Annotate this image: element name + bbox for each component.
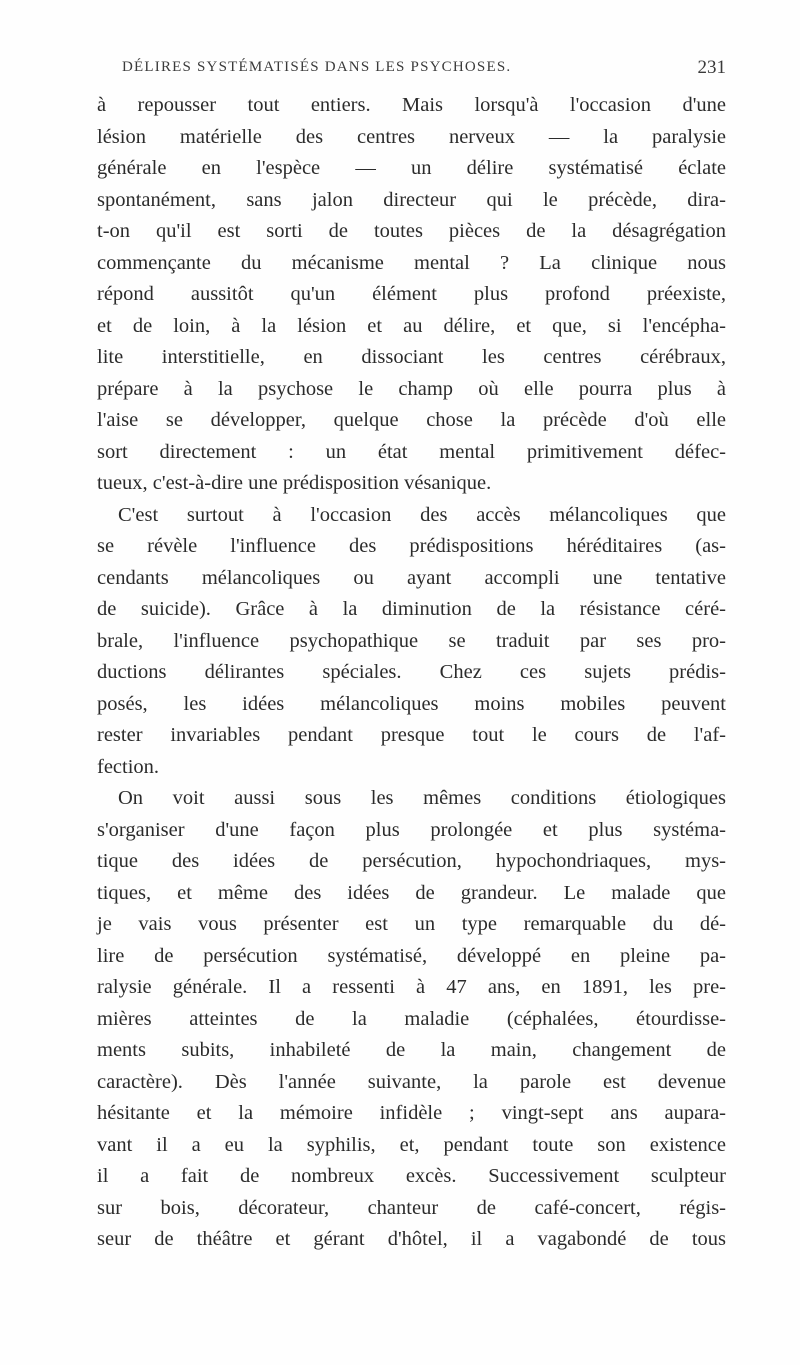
- text-line: t-on qu'il est sorti de toutes pièces de la désagrégation: [97, 220, 726, 242]
- text-line: lésion matérielle des centres nerveux — la paralysie: [97, 125, 726, 148]
- text-line: ralysie générale. Il a ressenti à 47 ans, en 1891, les pre-: [97, 976, 726, 998]
- text-line: commençante du mécanisme mental ? La clinique nous: [97, 251, 726, 274]
- text-line: ments subits, inhabileté de la main, changement de: [97, 1039, 726, 1061]
- text-line: de suicide). Grâce à la diminution de la résistance céré-: [97, 598, 726, 620]
- text-line: posés, les idées mélancoliques moins mobiles peuvent: [97, 692, 726, 715]
- text-line: tiques, et même des idées de grandeur. Le malade que: [97, 881, 726, 904]
- text-line: seur de théâtre et gérant d'hôtel, il a vagabondé de tous: [97, 1228, 726, 1250]
- text-line: générale en l'espèce — un délire systématisé éclate: [97, 157, 726, 179]
- page-number: 231: [697, 57, 726, 78]
- text-line: et de loin, à la lésion et au délire, et que, si l'encépha-: [97, 314, 726, 337]
- text-line: à repousser tout entiers. Mais lorsqu'à l'occasion d'une: [97, 94, 726, 116]
- paragraph-start-line: C'est surtout à l'occasion des accès mélancoliques que: [118, 503, 726, 526]
- text-line: mières atteintes de la maladie (céphalées, étourdisse-: [97, 1007, 726, 1030]
- text-line: sort directement : un état mental primitivement défec-: [97, 440, 726, 463]
- text-line: se révèle l'influence des prédispositions héréditaires (as-: [97, 535, 726, 557]
- body-text: [97, 90, 726, 1256]
- text-line: je vais vous présenter est un type remarquable du dé-: [97, 913, 726, 935]
- text-line: fection.: [97, 755, 160, 778]
- running-head: [96, 57, 726, 81]
- text-line: tueux, c'est-à-dire une prédisposition vésanique.: [97, 472, 492, 494]
- text-line: rester invariables pendant presque tout le cours de l'af-: [97, 724, 726, 746]
- text-line: s'organiser d'une façon plus prolongée et plus systéma-: [97, 818, 726, 841]
- text-line: il a fait de nombreux excès. Successivement sculpteur: [97, 1165, 726, 1187]
- text-line: caractère). Dès l'année suivante, la parole est devenue: [97, 1070, 726, 1093]
- text-line: prépare à la psychose le champ où elle pourra plus à: [97, 377, 726, 400]
- text-line: brale, l'influence psychopathique se traduit par ses pro-: [97, 629, 726, 652]
- text-line: ductions délirantes spéciales. Chez ces sujets prédis-: [97, 661, 726, 683]
- text-line: l'aise se développer, quelque chose la précède d'où elle: [97, 409, 726, 431]
- paragraph-start-line: On voit aussi sous les mêmes conditions étiologiques: [118, 787, 726, 809]
- text-line: cendants mélancoliques ou ayant accompli une tentative: [97, 566, 726, 589]
- text-line: lire de persécution systématisé, développé en pleine pa-: [97, 944, 726, 967]
- text-line: hésitante et la mémoire infidèle ; vingt-sept ans aupara-: [97, 1102, 726, 1124]
- text-line: vant il a eu la syphilis, et, pendant toute son existence: [97, 1133, 726, 1156]
- text-line: spontanément, sans jalon directeur qui le précède, dira-: [97, 188, 726, 211]
- running-title: DÉLIRES SYSTÉMATISÉS DANS LES PSYCHOSES.: [122, 59, 512, 75]
- text-line: tique des idées de persécution, hypochondriaques, mys-: [97, 850, 726, 872]
- text-line: lite interstitielle, en dissociant les centres cérébraux,: [97, 346, 726, 368]
- text-line: sur bois, décorateur, chanteur de café-concert, régis-: [97, 1196, 726, 1219]
- text-line: répond aussitôt qu'un élément plus profond préexiste,: [97, 283, 726, 305]
